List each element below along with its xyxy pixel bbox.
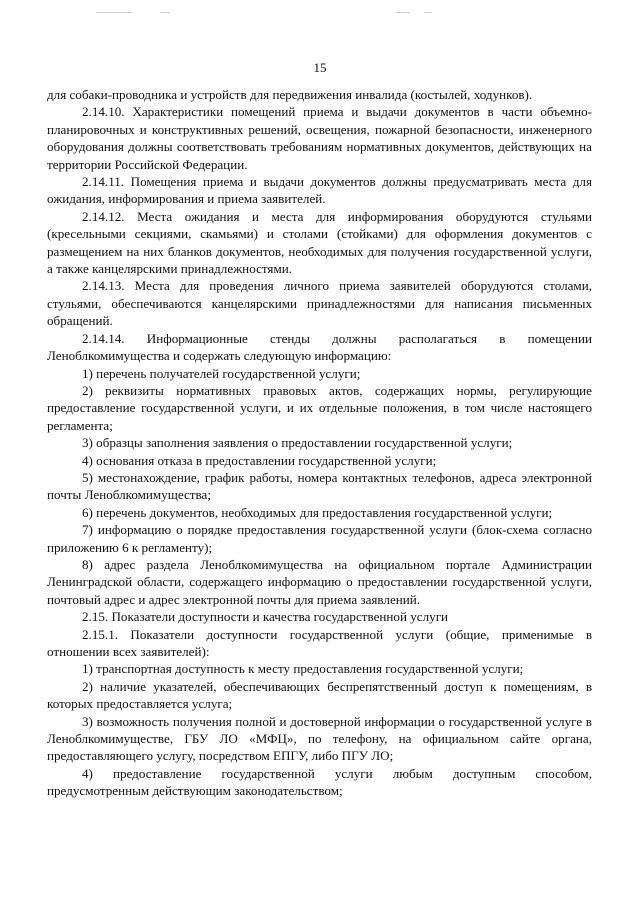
section-heading: 2.15. Показатели доступности и качества государственной услуги [82,609,449,625]
scan-edge-marks [96,12,556,14]
paragraph: 2.14.11. Помещения приема и выдачи документов должны предусматривать места для ожидания, информирования и приема заявителей. [47,174,592,207]
paragraph: 2.14.10. Характеристики помещений приема и выдачи документов в части объемно-планировочных и конструктивных решений, освещения, пожарной безопасности, инженерного оборудования должны соответствовать требованиям нормативных документов, действующих на территории Российской Федерации. [47,104,592,172]
paragraph: 2.14.13. Места для проведения личного приема заявителей оборудуются столами, стульями, обеспечиваются канцелярскими принадлежностями для написания письменных обращений. [47,278,592,329]
paragraph: 2.14.14. Информационные стенды должны располагаться в помещении Леноблкомимущества и содержать следующую информацию: [47,330,592,364]
paragraph: 2.15.1. Показатели доступности государственной услуги (общие, применимые в отношении всех заявителей): [47,626,592,659]
list-item: 7) информацию о порядке предоставления государственной услуги (блок-схема согласно приложению 6 к регламенту); [47,522,592,555]
list-item: 2) наличие указателей, обеспечивающих беспрепятственный доступ к помещениям, в которых предоставляется услуга; [47,678,592,712]
paragraph: 2.14.12. Места ожидания и места для информирования оборудуются стульями (кресельными секциями, скамьями) и столами (стойками) для оформления документов с размещением на них бланков документов, необходимых для получения государственной услуги, а также канцелярскими принадлежностями. [47,208,592,277]
scan-mark [424,12,432,13]
body-text [47,86,592,800]
list-item: 4) предоставление государственной услуги любым доступным способом, предусмотренным действующим законодательством; [47,765,592,799]
list-item: 5) местонахождение, график работы, номера контактных телефонов, адреса электронной почты Леноблкомимущества; [47,469,592,503]
scan-mark [396,12,410,13]
list-item: 1) транспортная доступность к месту предоставления государственной услуги; [82,661,524,677]
scan-mark [96,12,132,13]
list-item: 3) образцы заполнения заявления о предоставлении государственной услуги; [82,435,513,451]
list-item: 8) адрес раздела Леноблкомимущества на официальном портале Администрации Ленинградской области, содержащего информацию о предоставлении государственной услуги, почтовый адрес и адрес электронной почты для приема заявлений. [47,556,592,607]
list-item: 1) перечень получателей государственной услуги; [82,365,361,381]
page-number: 15 [313,60,327,75]
list-item: 6) перечень документов, необходимых для предоставления государственной услуги; [82,504,553,520]
list-item: 3) возможность получения полной и достоверной информации о государственной услуге в Леноблкомимуществе, ГБУ ЛО «МФЦ», по телефону, на официальном сайте органа, предоставляющего услугу, посредством ЕПГУ, либо ПГУ ЛО; [47,713,592,764]
scan-mark [160,12,170,13]
paragraph: для собаки-проводника и устройств для передвижения инвалида (костылей, ходунков). [47,87,533,102]
list-item: 2) реквизиты нормативных правовых актов, содержащих нормы, регулирующие предоставление государственной услуги, и их отдельные положения, в том числе настоящего регламента; [47,382,592,433]
list-item: 4) основания отказа в предоставлении государственной услуги; [82,452,437,468]
